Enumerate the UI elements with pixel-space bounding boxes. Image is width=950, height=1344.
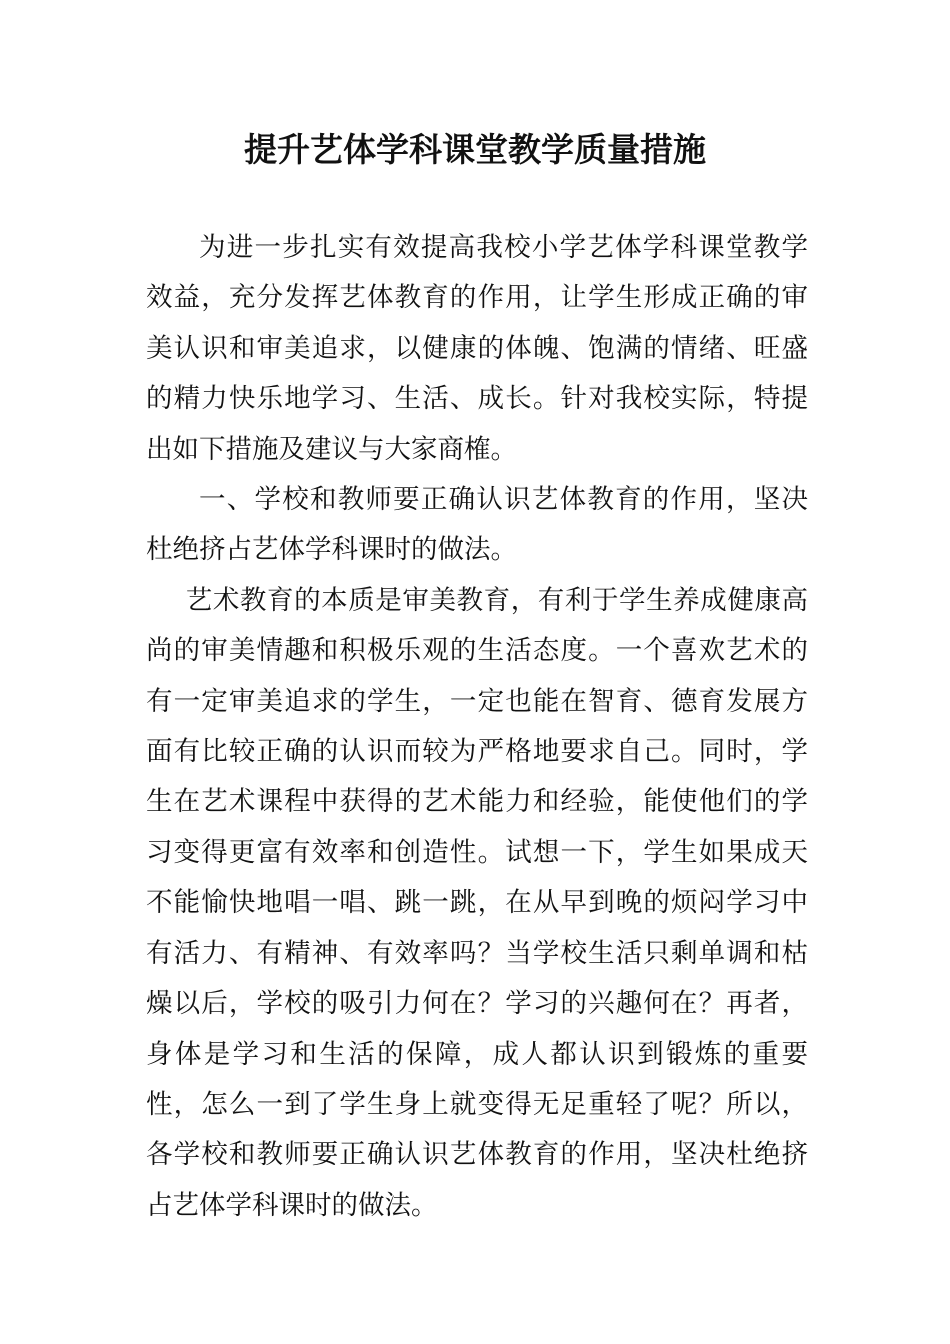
paragraph-section-one-body: 艺术教育的本质是审美教育，有利于学生养成健康高尚的审美情趣和积极乐观的生活态度。一个喜欢艺术的有一定审美追求的学生，一定也能在智育、德育发展方面有比较正确的认识而较为严格地要求自己。同时，学生在艺术课程中获得的艺术能力和经验，能使他们的学习变得更富有效率和创造性。试想一下，学生如果成天不能愉快地唱一唱、跳一跳，在从早到晚的烦闷学习中有活力、有精神、有效率吗？当学校生活只剩单调和枯燥以后，学校的吸引力何在？学习的兴趣何在？再者，身体是学习和生活的保障，成人都认识到锻炼的重要性，怎么一到了学生身上就变得无足重轻了呢？所以，各学校和教师要正确认识艺体教育的作用，坚决杜绝挤占艺体学科课时的做法。 — [146, 584, 808, 1221]
document-body — [146, 223, 808, 1231]
paragraph-intro: 为进一步扎实有效提高我校小学艺体学科课堂教学效益，充分发挥艺体教育的作用，让学生形成正确的审美认识和审美追求，以健康的体魄、饱满的情绪、旺盛的精力快乐地学习、生活、成长。针对我校实际，特提出如下措施及建议与大家商榷。 — [146, 232, 808, 465]
document-title: 提升艺体学科课堂教学质量措施 — [244, 130, 706, 169]
paragraph-section-one-heading: 一、学校和教师要正确认识艺体教育的作用，坚决杜绝挤占艺体学科课时的做法。 — [146, 484, 808, 566]
